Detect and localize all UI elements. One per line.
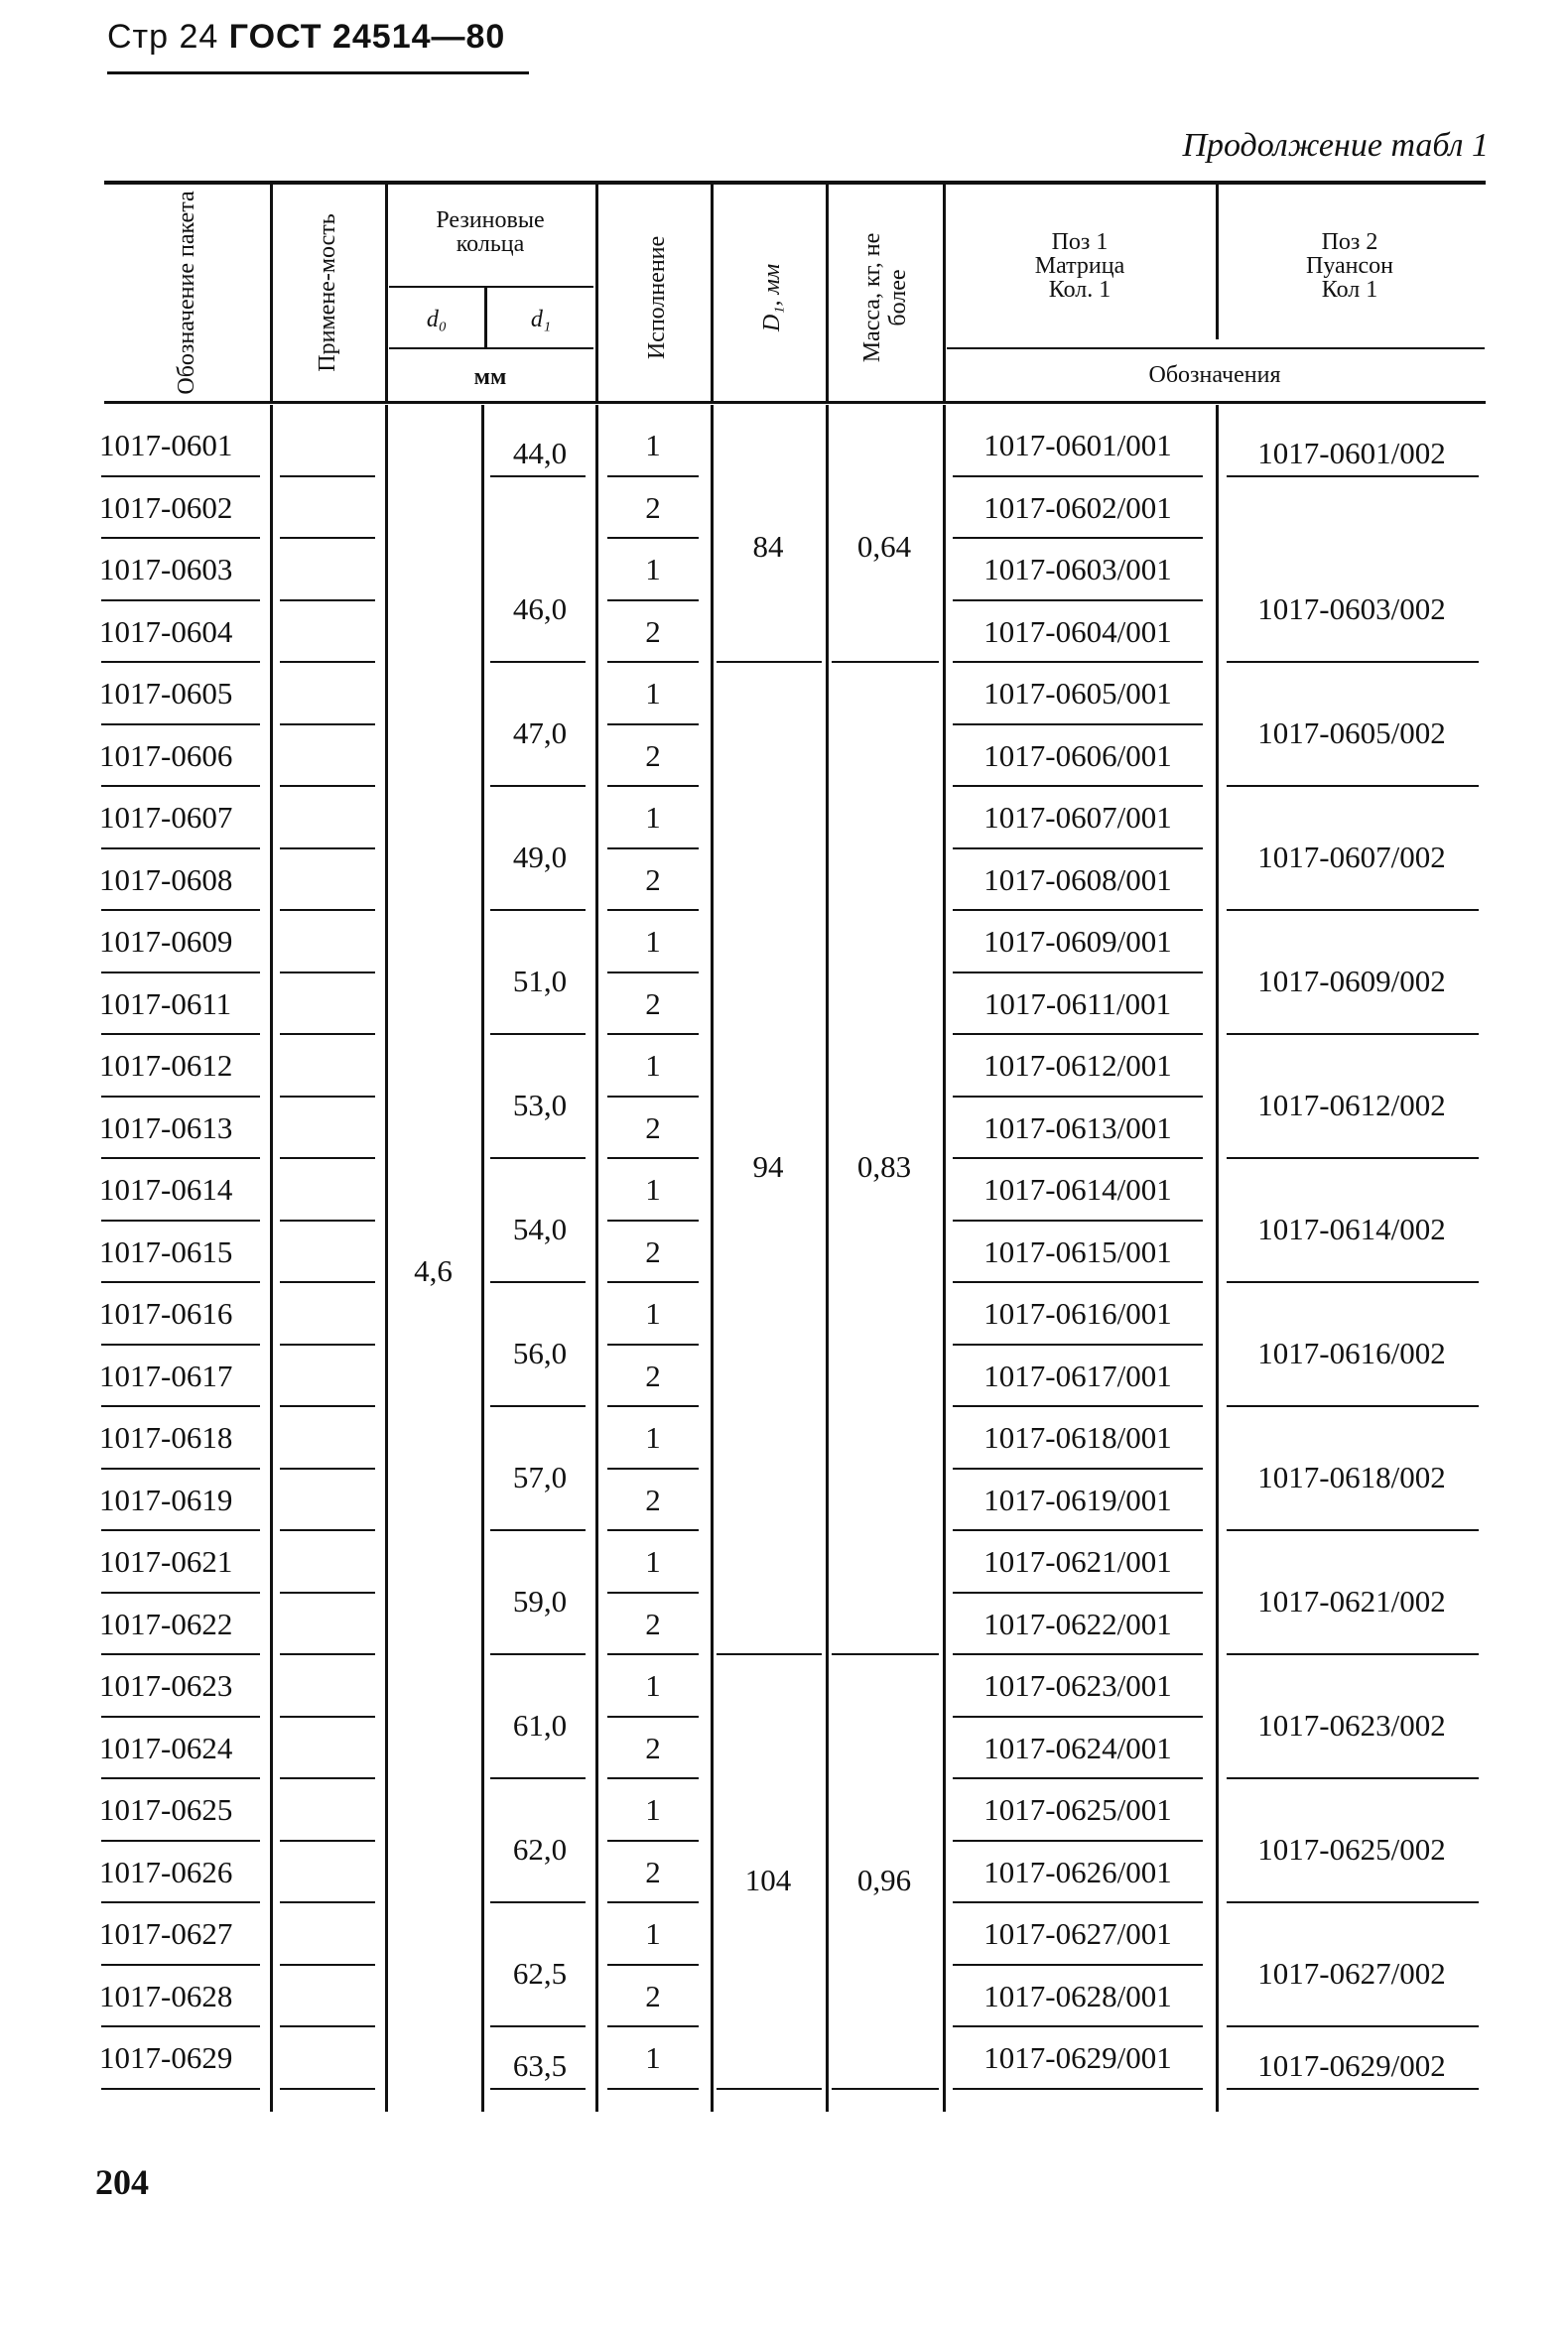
d1-value: 49,0: [512, 839, 568, 874]
version-line: [607, 1033, 699, 1035]
pos1-line: [953, 1716, 1203, 1718]
package-code: 1017-0618: [99, 1420, 233, 1455]
pos1-line: [953, 1840, 1203, 1842]
pos1-designation: 1017-0618/001: [983, 1420, 1172, 1455]
package-code: 1017-0628: [99, 1978, 233, 2013]
pos1-designation: 1017-0627/001: [983, 1916, 1172, 1951]
pos1-line: [953, 2088, 1203, 2090]
page-prefix: Стр: [107, 18, 170, 56]
d1-value-line: [490, 1281, 586, 1283]
version-value: 2: [645, 1109, 661, 1145]
pos2-designation: 1017-0623/002: [1257, 1707, 1446, 1743]
package-code: 1017-0606: [99, 737, 233, 773]
pos1-designation: 1017-0628/001: [983, 1978, 1172, 2013]
mass-value: 0,64: [856, 529, 912, 564]
pos1-line: [953, 723, 1203, 725]
applicability-line: [280, 1157, 375, 1159]
code-underline: [101, 1716, 260, 1718]
pos1-designation: 1017-0615/001: [983, 1233, 1172, 1269]
header-subrule: [389, 347, 593, 349]
version-line: [607, 1405, 699, 1407]
package-code: 1017-0616: [99, 1296, 233, 1331]
version-line: [607, 785, 699, 787]
code-underline: [101, 2088, 260, 2090]
pos1-line: [953, 1405, 1203, 1407]
version-value: 2: [645, 1358, 661, 1393]
pos1-designation: 1017-0621/001: [983, 1544, 1172, 1579]
version-value: 2: [645, 489, 661, 525]
pos1-line: [953, 972, 1203, 973]
code-underline: [101, 1157, 260, 1159]
code-underline: [101, 1033, 260, 1035]
d1-value: 59,0: [512, 1583, 568, 1619]
applicability-line: [280, 1716, 375, 1718]
D1-value: 84: [752, 529, 784, 564]
package-code: 1017-0605: [99, 676, 233, 711]
code-underline: [101, 661, 260, 663]
package-code: 1017-0624: [99, 1730, 233, 1765]
pos2-designation: 1017-0603/002: [1257, 590, 1446, 626]
col-head-designation: Обозначение пакета: [174, 191, 199, 395]
applicability-line: [280, 1777, 375, 1779]
pos1-designation: 1017-0619/001: [983, 1482, 1172, 1517]
package-code: 1017-0614: [99, 1172, 233, 1207]
col-head-applicability: Примене-мость: [315, 213, 340, 372]
pos1-line: [953, 1777, 1203, 1779]
pos1-line: [953, 475, 1203, 477]
version-value: 1: [645, 428, 661, 462]
pos1-line: [953, 785, 1203, 787]
d1-value-line: [490, 661, 586, 663]
code-underline: [101, 475, 260, 477]
page-header: [107, 18, 505, 57]
col-head-designations: Обозначения: [1148, 362, 1281, 388]
d1-value: 57,0: [512, 1459, 568, 1494]
pos1-designation: 1017-0606/001: [983, 737, 1172, 773]
version-line: [607, 537, 699, 539]
pos1-line: [953, 599, 1203, 601]
applicability-line: [280, 661, 375, 663]
code-underline: [101, 537, 260, 539]
version-line: [607, 1529, 699, 1531]
pos1-designation: 1017-0611/001: [983, 985, 1172, 1021]
d1-value: 53,0: [512, 1087, 568, 1122]
code-underline: [101, 1405, 260, 1407]
col-head-mm: мм: [473, 364, 507, 390]
d1-value: 44,0: [512, 436, 568, 471]
pos2-designation: 1017-0629/002: [1257, 2048, 1446, 2084]
pos1-line: [953, 1653, 1203, 1655]
pos2-designation: 1017-0616/002: [1257, 1335, 1446, 1370]
col-head-pos1: Поз 1 Матрица Кол. 1: [1034, 229, 1125, 303]
version-line: [607, 972, 699, 973]
code-underline: [101, 1220, 260, 1222]
d1-value: 54,0: [512, 1211, 568, 1246]
pos2-designation: 1017-0605/002: [1257, 714, 1446, 750]
code-underline: [101, 1592, 260, 1594]
version-line: [607, 1096, 699, 1098]
d1-value-line: [490, 1405, 586, 1407]
package-code: 1017-0602: [99, 489, 233, 525]
version-line: [607, 2025, 699, 2027]
code-underline: [101, 1096, 260, 1098]
pos2-designation-line: [1227, 1405, 1479, 1407]
version-value: 1: [645, 1420, 661, 1455]
version-value: 1: [645, 800, 661, 835]
pos1-designation: 1017-0604/001: [983, 613, 1172, 649]
applicability-line: [280, 1840, 375, 1842]
header-col-divider: [595, 185, 598, 401]
code-underline: [101, 1840, 260, 1842]
code-underline: [101, 1777, 260, 1779]
package-code: 1017-0626: [99, 1854, 233, 1889]
applicability-line: [280, 847, 375, 849]
version-line: [607, 661, 699, 663]
pos1-line: [953, 1901, 1203, 1903]
d1-value: 56,0: [512, 1335, 568, 1370]
d1-value-line: [490, 1901, 586, 1903]
body-col-divider: [826, 405, 829, 2112]
version-line: [607, 1468, 699, 1470]
package-code: 1017-0617: [99, 1358, 233, 1393]
version-line: [607, 1157, 699, 1159]
pos1-designation: 1017-0625/001: [983, 1792, 1172, 1827]
pos2-designation-line: [1227, 2088, 1479, 2090]
package-code: 1017-0623: [99, 1668, 233, 1703]
applicability-line: [280, 1281, 375, 1283]
pos1-line: [953, 1220, 1203, 1222]
applicability-line: [280, 475, 375, 477]
code-underline: [101, 1964, 260, 1966]
pos2-designation-line: [1227, 1033, 1479, 1035]
col-head-D1: D₁, мм: [759, 263, 785, 332]
pos1-line: [953, 1033, 1203, 1035]
pos2-designation: 1017-0609/002: [1257, 963, 1446, 998]
applicability-line: [280, 1592, 375, 1594]
version-line: [607, 1592, 699, 1594]
applicability-line: [280, 1468, 375, 1470]
pos1-line: [953, 661, 1203, 663]
col-head-pos2: Поз 2 Пуансон Кол 1: [1305, 229, 1394, 303]
version-value: 2: [645, 985, 661, 1021]
col-head-version: Исполнение: [644, 235, 670, 360]
pos1-designation: 1017-0607/001: [983, 800, 1172, 835]
code-underline: [101, 1653, 260, 1655]
pos1-designation: 1017-0617/001: [983, 1358, 1172, 1393]
version-value: 2: [645, 1854, 661, 1889]
pos2-designation-line: [1227, 1281, 1479, 1283]
mass-value-line: [832, 661, 939, 663]
code-underline: [101, 972, 260, 973]
pos1-designation: 1017-0612/001: [983, 1048, 1172, 1083]
D1-value: 94: [752, 1149, 784, 1184]
pos2-designation: 1017-0612/002: [1257, 1087, 1446, 1122]
version-line: [607, 723, 699, 725]
version-value: 2: [645, 1978, 661, 2013]
applicability-line: [280, 972, 375, 973]
version-line: [607, 2088, 699, 2090]
package-code: 1017-0622: [99, 1606, 233, 1641]
version-value: 2: [645, 613, 661, 649]
d1-value-line: [490, 1529, 586, 1531]
version-value: 2: [645, 1730, 661, 1765]
version-value: 2: [645, 1482, 661, 1517]
package-code: 1017-0613: [99, 1109, 233, 1145]
version-value: 1: [645, 1792, 661, 1827]
header-col-divider: [484, 288, 487, 347]
pos2-designation-line: [1227, 1901, 1479, 1903]
d1-value-line: [490, 1777, 586, 1779]
applicability-line: [280, 1901, 375, 1903]
pos1-line: [953, 1468, 1203, 1470]
version-value: 1: [645, 924, 661, 959]
package-code: 1017-0603: [99, 552, 233, 586]
applicability-line: [280, 1529, 375, 1531]
pos1-designation: 1017-0603/001: [983, 552, 1172, 586]
d1-value: 46,0: [512, 590, 568, 626]
d1-value-line: [490, 785, 586, 787]
package-code: 1017-0609: [99, 924, 233, 959]
d1-value-line: [490, 2088, 586, 2090]
package-code: 1017-0625: [99, 1792, 233, 1827]
pos1-line: [953, 1344, 1203, 1346]
version-line: [607, 1344, 699, 1346]
version-line: [607, 1777, 699, 1779]
pos1-designation: 1017-0613/001: [983, 1109, 1172, 1145]
D1-value: 104: [744, 1862, 792, 1897]
header-col-divider: [270, 185, 273, 401]
applicability-line: [280, 537, 375, 539]
code-underline: [101, 1281, 260, 1283]
code-underline: [101, 1344, 260, 1346]
version-line: [607, 847, 699, 849]
applicability-line: [280, 2088, 375, 2090]
version-line: [607, 1281, 699, 1283]
version-value: 2: [645, 1233, 661, 1269]
version-line: [607, 909, 699, 911]
package-code: 1017-0621: [99, 1544, 233, 1579]
pos2-designation-line: [1227, 1777, 1479, 1779]
package-code: 1017-0612: [99, 1048, 233, 1083]
header-col-divider: [711, 185, 714, 401]
d1-value: 63,5: [512, 2048, 568, 2084]
code-underline: [101, 785, 260, 787]
package-code: 1017-0601: [99, 428, 233, 462]
pos2-designation: 1017-0618/002: [1257, 1459, 1446, 1494]
pos1-line: [953, 1281, 1203, 1283]
code-underline: [101, 1529, 260, 1531]
body-col-divider: [270, 405, 273, 2112]
d1-value-line: [490, 1033, 586, 1035]
pos1-designation: 1017-0602/001: [983, 489, 1172, 525]
pos1-designation: 1017-0622/001: [983, 1606, 1172, 1641]
pos1-designation: 1017-0609/001: [983, 924, 1172, 959]
pos1-designation: 1017-0601/001: [983, 428, 1172, 462]
D1-value-line: [717, 2088, 822, 2090]
version-line: [607, 1840, 699, 1842]
col-head-d1: d₁: [530, 307, 552, 332]
pos1-line: [953, 909, 1203, 911]
pos2-designation-line: [1227, 2025, 1479, 2027]
mass-value: 0,83: [856, 1149, 912, 1184]
version-value: 2: [645, 1606, 661, 1641]
pos1-designation: 1017-0624/001: [983, 1730, 1172, 1765]
version-value: 1: [645, 1048, 661, 1083]
pos2-designation-line: [1227, 1529, 1479, 1531]
package-code: 1017-0629: [99, 2040, 233, 2075]
version-line: [607, 1964, 699, 1966]
package-code: 1017-0611: [99, 985, 232, 1021]
table-top-rule: [104, 181, 1486, 185]
continuation-label: Продолжение табл 1: [1182, 127, 1489, 164]
version-value: 1: [645, 1296, 661, 1331]
applicability-line: [280, 2025, 375, 2027]
col-head-rings: Резиновые кольца: [436, 207, 545, 257]
applicability-line: [280, 1220, 375, 1222]
pos1-line: [953, 2025, 1203, 2027]
code-underline: [101, 1901, 260, 1903]
pos1-line: [953, 1529, 1203, 1531]
version-value: 2: [645, 861, 661, 897]
package-code: 1017-0604: [99, 613, 233, 649]
col-head-d0: d₀: [426, 307, 448, 332]
pos2-designation-line: [1227, 785, 1479, 787]
pos1-designation: 1017-0623/001: [983, 1668, 1172, 1703]
version-line: [607, 1716, 699, 1718]
pos1-line: [953, 847, 1203, 849]
applicability-line: [280, 723, 375, 725]
applicability-line: [280, 599, 375, 601]
pos1-designation: 1017-0616/001: [983, 1296, 1172, 1331]
pos2-designation-line: [1227, 661, 1479, 663]
pos2-designation: 1017-0601/002: [1257, 436, 1446, 471]
version-value: 1: [645, 676, 661, 711]
code-underline: [101, 599, 260, 601]
header-col-divider: [826, 185, 829, 401]
version-value: 1: [645, 552, 661, 586]
applicability-line: [280, 1096, 375, 1098]
header-col-divider: [1216, 185, 1219, 339]
version-value: 1: [645, 2040, 661, 2075]
applicability-line: [280, 909, 375, 911]
version-value: 1: [645, 1544, 661, 1579]
package-code: 1017-0615: [99, 1233, 233, 1269]
version-line: [607, 599, 699, 601]
pos2-designation: 1017-0607/002: [1257, 839, 1446, 874]
mass-value-line: [832, 2088, 939, 2090]
applicability-line: [280, 785, 375, 787]
package-code: 1017-0607: [99, 800, 233, 835]
version-value: 2: [645, 737, 661, 773]
page-num: 24: [179, 18, 219, 56]
d1-value-line: [490, 1653, 586, 1655]
header-col-divider: [943, 185, 946, 401]
pos1-line: [953, 1096, 1203, 1098]
D1-value-line: [717, 1653, 822, 1655]
header-col-divider: [385, 185, 388, 401]
d1-value-line: [490, 909, 586, 911]
header-rule: [107, 71, 529, 74]
standard-title: ГОСТ 24514—80: [228, 18, 506, 56]
pos1-designation: 1017-0629/001: [983, 2040, 1172, 2075]
applicability-line: [280, 1653, 375, 1655]
d1-value-line: [490, 2025, 586, 2027]
pos2-designation-line: [1227, 909, 1479, 911]
code-underline: [101, 1468, 260, 1470]
pos1-designation: 1017-0608/001: [983, 861, 1172, 897]
header-subrule: [947, 347, 1485, 349]
pos1-line: [953, 537, 1203, 539]
page-number: 204: [95, 2162, 149, 2202]
pos2-designation: 1017-0627/002: [1257, 1955, 1446, 1991]
pos2-designation: 1017-0614/002: [1257, 1211, 1446, 1246]
version-value: 1: [645, 1172, 661, 1207]
applicability-line: [280, 1033, 375, 1035]
d0-value: 4,6: [414, 1252, 453, 1288]
d1-value-line: [490, 475, 586, 477]
applicability-line: [280, 1344, 375, 1346]
d1-value: 62,5: [512, 1955, 568, 1991]
version-line: [607, 475, 699, 477]
pos1-line: [953, 1592, 1203, 1594]
pos2-designation-line: [1227, 475, 1479, 477]
pos1-line: [953, 1157, 1203, 1159]
d1-value: 47,0: [512, 714, 568, 750]
d1-value: 51,0: [512, 963, 568, 998]
code-underline: [101, 847, 260, 849]
version-value: 1: [645, 1668, 661, 1703]
version-value: 1: [645, 1916, 661, 1951]
package-code: 1017-0627: [99, 1916, 233, 1951]
d1-value: 62,0: [512, 1831, 568, 1867]
D1-value-line: [717, 661, 822, 663]
d1-value-line: [490, 1157, 586, 1159]
applicability-line: [280, 1405, 375, 1407]
version-line: [607, 1220, 699, 1222]
package-code: 1017-0608: [99, 861, 233, 897]
version-line: [607, 1901, 699, 1903]
pos2-designation: 1017-0621/002: [1257, 1583, 1446, 1619]
mass-value: 0,96: [856, 1862, 912, 1897]
table-head-rule: [104, 401, 1486, 404]
package-code: 1017-0619: [99, 1482, 233, 1517]
pos1-designation: 1017-0605/001: [983, 676, 1172, 711]
code-underline: [101, 909, 260, 911]
pos1-line: [953, 1964, 1203, 1966]
pos2-designation-line: [1227, 1157, 1479, 1159]
col-head-mass: Масса, кг, не более: [859, 232, 911, 363]
mass-value-line: [832, 1653, 939, 1655]
pos1-designation: 1017-0614/001: [983, 1172, 1172, 1207]
pos1-designation: 1017-0626/001: [983, 1854, 1172, 1889]
d1-value: 61,0: [512, 1707, 568, 1743]
code-underline: [101, 2025, 260, 2027]
body-col-divider: [711, 405, 714, 2112]
header-subrule: [389, 286, 593, 288]
pos2-designation: 1017-0625/002: [1257, 1831, 1446, 1867]
version-line: [607, 1653, 699, 1655]
code-underline: [101, 723, 260, 725]
pos2-designation-line: [1227, 1653, 1479, 1655]
applicability-line: [280, 1964, 375, 1966]
